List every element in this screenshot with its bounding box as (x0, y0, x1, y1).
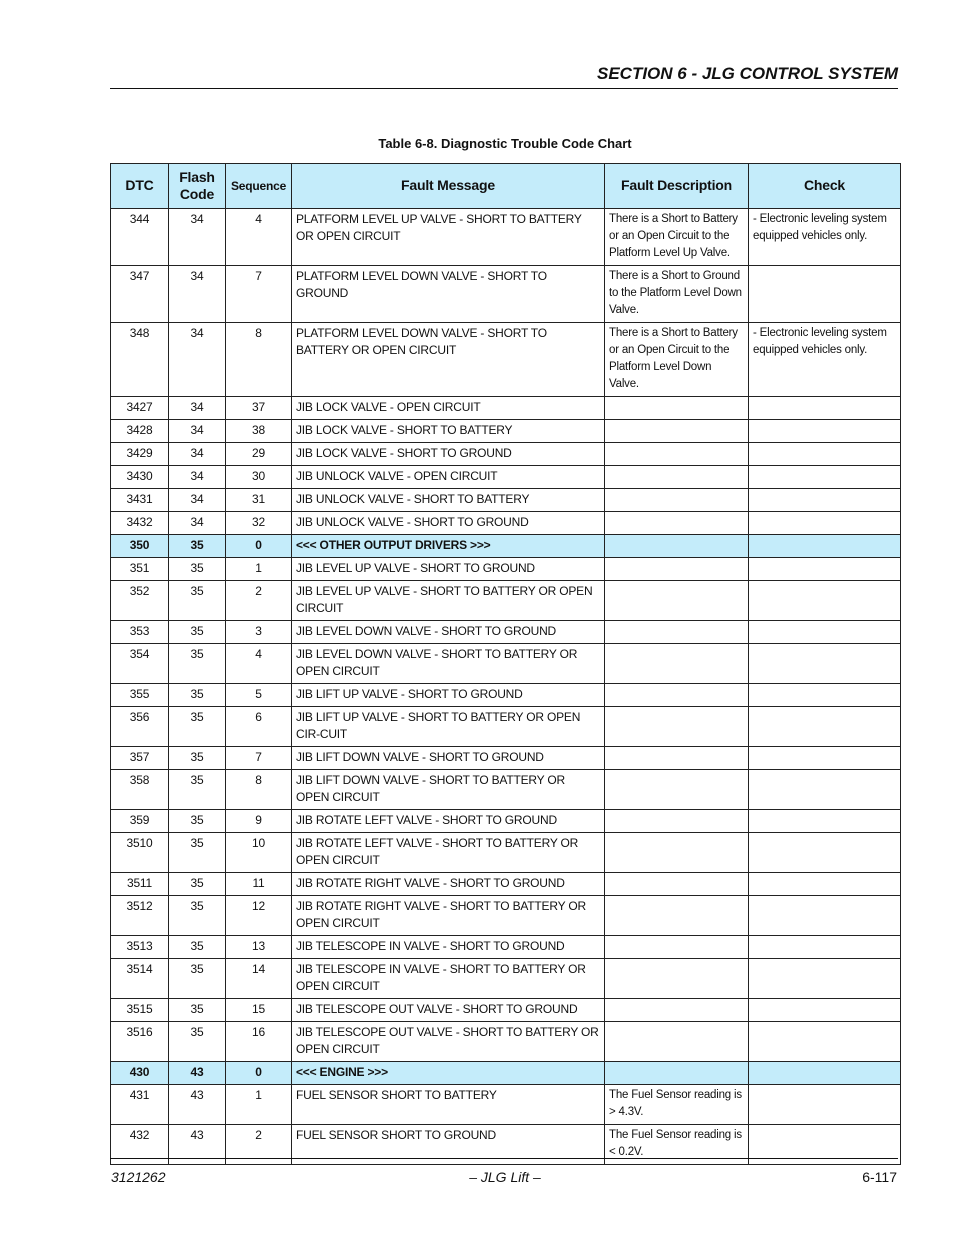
table-row (111, 397, 901, 420)
cell-flash-code: 35 (169, 833, 226, 873)
cell-fault-message: JIB LIFT DOWN VALVE - SHORT TO BATTERY OR OPEN CIRCUIT (292, 770, 605, 810)
cell-fault-description (605, 581, 749, 621)
table-row (111, 512, 901, 535)
cell-dtc: 348 (111, 323, 169, 397)
cell-dtc: 355 (111, 684, 169, 707)
cell-check (749, 1062, 901, 1085)
table-row (111, 747, 901, 770)
cell-check (749, 535, 901, 558)
cell-fault-description (605, 707, 749, 747)
table-row (111, 443, 901, 466)
cell-check: - Electronic leveling system equipped vehicles only. (749, 323, 901, 397)
cell-dtc: 3515 (111, 999, 169, 1022)
cell-fault-message: JIB ROTATE RIGHT VALVE - SHORT TO BATTERY OR OPEN CIRCUIT (292, 896, 605, 936)
cell-fault-message: JIB TELESCOPE OUT VALVE - SHORT TO BATTERY OR OPEN CIRCUIT (292, 1022, 605, 1062)
cell-check (749, 621, 901, 644)
table-row (111, 810, 901, 833)
cell-flash-code: 34 (169, 323, 226, 397)
cell-fault-description (605, 558, 749, 581)
cell-fault-description (605, 466, 749, 489)
cell-fault-description: The Fuel Sensor reading is < 0.2V. (605, 1125, 749, 1165)
cell-dtc: 3427 (111, 397, 169, 420)
cell-sequence: 10 (226, 833, 292, 873)
table-row (111, 209, 901, 266)
table-section-row (111, 1062, 901, 1085)
publisher-label: – JLG Lift – (469, 1169, 541, 1185)
cell-fault-message: JIB LEVEL UP VALVE - SHORT TO GROUND (292, 558, 605, 581)
cell-fault-message: JIB LIFT UP VALVE - SHORT TO GROUND (292, 684, 605, 707)
cell-fault-description (605, 873, 749, 896)
cell-check (749, 747, 901, 770)
cell-sequence: 1 (226, 1085, 292, 1125)
cell-flash-code: 35 (169, 770, 226, 810)
cell-sequence: 12 (226, 896, 292, 936)
cell-dtc: 3514 (111, 959, 169, 999)
table-row (111, 644, 901, 684)
cell-check (749, 581, 901, 621)
cell-fault-message: JIB UNLOCK VALVE - SHORT TO GROUND (292, 512, 605, 535)
cell-dtc: 3431 (111, 489, 169, 512)
table-row (111, 873, 901, 896)
table-row (111, 466, 901, 489)
cell-fault-message: JIB LEVEL UP VALVE - SHORT TO BATTERY OR OPEN CIRCUIT (292, 581, 605, 621)
cell-flash-code: 35 (169, 936, 226, 959)
cell-flash-code: 34 (169, 512, 226, 535)
header-sequence: Sequence (226, 164, 292, 209)
cell-fault-message: JIB TELESCOPE IN VALVE - SHORT TO BATTERY OR OPEN CIRCUIT (292, 959, 605, 999)
cell-dtc: 357 (111, 747, 169, 770)
cell-fault-description (605, 896, 749, 936)
cell-check (749, 999, 901, 1022)
table-body (111, 209, 901, 1165)
cell-sequence: 2 (226, 581, 292, 621)
header-fault-description: Fault Description (605, 164, 749, 209)
cell-sequence: 7 (226, 266, 292, 323)
table-row (111, 558, 901, 581)
cell-flash-code: 34 (169, 443, 226, 466)
cell-dtc: 354 (111, 644, 169, 684)
cell-fault-message: FUEL SENSOR SHORT TO GROUND (292, 1125, 605, 1165)
cell-fault-description (605, 397, 749, 420)
cell-sequence: 4 (226, 644, 292, 684)
cell-fault-message: JIB UNLOCK VALVE - SHORT TO BATTERY (292, 489, 605, 512)
cell-fault-description (605, 1062, 749, 1085)
cell-dtc: 430 (111, 1062, 169, 1085)
cell-flash-code: 43 (169, 1125, 226, 1165)
cell-fault-message: JIB ROTATE RIGHT VALVE - SHORT TO GROUND (292, 873, 605, 896)
cell-check (749, 959, 901, 999)
cell-dtc: 358 (111, 770, 169, 810)
cell-fault-description (605, 443, 749, 466)
cell-sequence: 11 (226, 873, 292, 896)
cell-fault-description: There is a Short to Battery or an Open Circuit to the Platform Level Down Valve. (605, 323, 749, 397)
cell-check: - Electronic leveling system equipped vehicles only. (749, 209, 901, 266)
cell-fault-description (605, 512, 749, 535)
cell-dtc: 3429 (111, 443, 169, 466)
cell-dtc: 356 (111, 707, 169, 747)
table-row (111, 707, 901, 747)
cell-flash-code: 35 (169, 558, 226, 581)
cell-sequence: 31 (226, 489, 292, 512)
cell-check (749, 266, 901, 323)
cell-fault-message: JIB LOCK VALVE - SHORT TO GROUND (292, 443, 605, 466)
cell-check (749, 1022, 901, 1062)
cell-fault-message: PLATFORM LEVEL DOWN VALVE - SHORT TO BATTERY OR OPEN CIRCUIT (292, 323, 605, 397)
cell-fault-description (605, 489, 749, 512)
table-row (111, 684, 901, 707)
cell-sequence: 38 (226, 420, 292, 443)
header-check: Check (749, 164, 901, 209)
table-row (111, 936, 901, 959)
cell-check (749, 489, 901, 512)
cell-fault-description (605, 621, 749, 644)
table-row (111, 621, 901, 644)
cell-fault-message: JIB LOCK VALVE - SHORT TO BATTERY (292, 420, 605, 443)
cell-dtc: 344 (111, 209, 169, 266)
cell-flash-code: 35 (169, 747, 226, 770)
cell-check (749, 512, 901, 535)
header-flash-code: Flash Code (169, 164, 226, 209)
cell-flash-code: 35 (169, 999, 226, 1022)
cell-check (749, 684, 901, 707)
cell-dtc: 3516 (111, 1022, 169, 1062)
cell-fault-message: PLATFORM LEVEL UP VALVE - SHORT TO BATTERY OR OPEN CIRCUIT (292, 209, 605, 266)
header-fault-message: Fault Message (292, 164, 605, 209)
cell-flash-code: 34 (169, 397, 226, 420)
cell-sequence: 3 (226, 621, 292, 644)
cell-flash-code: 43 (169, 1085, 226, 1125)
cell-sequence: 4 (226, 209, 292, 266)
cell-fault-message: JIB LIFT UP VALVE - SHORT TO BATTERY OR OPEN CIR-CUIT (292, 707, 605, 747)
cell-dtc: 350 (111, 535, 169, 558)
cell-sequence: 29 (226, 443, 292, 466)
cell-check (749, 833, 901, 873)
cell-dtc: 3511 (111, 873, 169, 896)
cell-dtc: 431 (111, 1085, 169, 1125)
cell-flash-code: 35 (169, 684, 226, 707)
cell-fault-description (605, 959, 749, 999)
cell-fault-description (605, 1022, 749, 1062)
cell-sequence: 15 (226, 999, 292, 1022)
cell-flash-code: 35 (169, 959, 226, 999)
cell-sequence: 2 (226, 1125, 292, 1165)
cell-fault-description (605, 535, 749, 558)
cell-check (749, 443, 901, 466)
table-row (111, 1085, 901, 1125)
cell-sequence: 1 (226, 558, 292, 581)
cell-flash-code: 34 (169, 420, 226, 443)
cell-check (749, 397, 901, 420)
cell-fault-message: JIB LEVEL DOWN VALVE - SHORT TO BATTERY OR OPEN CIRCUIT (292, 644, 605, 684)
cell-flash-code: 35 (169, 707, 226, 747)
cell-check (749, 1085, 901, 1125)
cell-sequence: 32 (226, 512, 292, 535)
cell-flash-code: 35 (169, 1022, 226, 1062)
cell-fault-message: <<< ENGINE >>> (292, 1062, 605, 1085)
table-row (111, 489, 901, 512)
cell-sequence: 30 (226, 466, 292, 489)
page-number: 6-117 (862, 1169, 897, 1185)
cell-flash-code: 43 (169, 1062, 226, 1085)
cell-flash-code: 34 (169, 466, 226, 489)
table-row (111, 959, 901, 999)
table-header-row (111, 164, 901, 209)
cell-fault-message: FUEL SENSOR SHORT TO BATTERY (292, 1085, 605, 1125)
cell-fault-message: JIB ROTATE LEFT VALVE - SHORT TO GROUND (292, 810, 605, 833)
cell-sequence: 0 (226, 1062, 292, 1085)
cell-sequence: 6 (226, 707, 292, 747)
cell-fault-description (605, 644, 749, 684)
cell-fault-description: The Fuel Sensor reading is > 4.3V. (605, 1085, 749, 1125)
cell-check (749, 896, 901, 936)
table-row (111, 999, 901, 1022)
cell-check (749, 644, 901, 684)
cell-sequence: 14 (226, 959, 292, 999)
table-row (111, 581, 901, 621)
cell-check (749, 810, 901, 833)
document-number: 3121262 (111, 1169, 166, 1185)
cell-flash-code: 35 (169, 896, 226, 936)
cell-fault-description (605, 936, 749, 959)
cell-dtc: 359 (111, 810, 169, 833)
table-row (111, 1022, 901, 1062)
diagnostic-trouble-code-table (110, 163, 901, 1165)
cell-flash-code: 35 (169, 621, 226, 644)
cell-check (749, 420, 901, 443)
cell-check (749, 873, 901, 896)
table-section-row (111, 535, 901, 558)
section-title: SECTION 6 - JLG CONTROL SYSTEM (597, 64, 898, 83)
cell-fault-message: JIB LEVEL DOWN VALVE - SHORT TO GROUND (292, 621, 605, 644)
cell-check (749, 466, 901, 489)
cell-check (749, 770, 901, 810)
table-row (111, 323, 901, 397)
cell-flash-code: 35 (169, 644, 226, 684)
cell-fault-message: JIB ROTATE LEFT VALVE - SHORT TO BATTERY OR OPEN CIRCUIT (292, 833, 605, 873)
cell-fault-description: There is a Short to Battery or an Open Circuit to the Platform Level Up Valve. (605, 209, 749, 266)
cell-flash-code: 34 (169, 209, 226, 266)
cell-dtc: 432 (111, 1125, 169, 1165)
cell-dtc: 353 (111, 621, 169, 644)
table-caption: Table 6-8. Diagnostic Trouble Code Chart (378, 136, 632, 151)
cell-fault-description (605, 999, 749, 1022)
cell-dtc: 3428 (111, 420, 169, 443)
cell-check (749, 558, 901, 581)
footer-divider (110, 1158, 898, 1159)
cell-fault-message: JIB LIFT DOWN VALVE - SHORT TO GROUND (292, 747, 605, 770)
cell-fault-description (605, 684, 749, 707)
cell-fault-message: PLATFORM LEVEL DOWN VALVE - SHORT TO GROUND (292, 266, 605, 323)
cell-dtc: 351 (111, 558, 169, 581)
cell-fault-description (605, 770, 749, 810)
cell-dtc: 3513 (111, 936, 169, 959)
table-row (111, 770, 901, 810)
table-row (111, 833, 901, 873)
table-row (111, 266, 901, 323)
cell-fault-message: <<< OTHER OUTPUT DRIVERS >>> (292, 535, 605, 558)
cell-flash-code: 35 (169, 535, 226, 558)
cell-check (749, 707, 901, 747)
cell-sequence: 16 (226, 1022, 292, 1062)
cell-fault-message: JIB TELESCOPE IN VALVE - SHORT TO GROUND (292, 936, 605, 959)
cell-fault-description: There is a Short to Ground to the Platform Level Down Valve. (605, 266, 749, 323)
cell-sequence: 8 (226, 770, 292, 810)
cell-dtc: 352 (111, 581, 169, 621)
cell-fault-description (605, 747, 749, 770)
cell-dtc: 3510 (111, 833, 169, 873)
cell-fault-description (605, 810, 749, 833)
cell-sequence: 9 (226, 810, 292, 833)
cell-dtc: 3430 (111, 466, 169, 489)
cell-check (749, 936, 901, 959)
cell-fault-message: JIB TELESCOPE OUT VALVE - SHORT TO GROUND (292, 999, 605, 1022)
cell-sequence: 37 (226, 397, 292, 420)
cell-fault-description (605, 420, 749, 443)
cell-flash-code: 35 (169, 581, 226, 621)
cell-sequence: 0 (226, 535, 292, 558)
cell-dtc: 3512 (111, 896, 169, 936)
cell-sequence: 5 (226, 684, 292, 707)
table-row (111, 420, 901, 443)
cell-sequence: 13 (226, 936, 292, 959)
cell-dtc: 347 (111, 266, 169, 323)
cell-fault-description (605, 833, 749, 873)
header-divider (110, 88, 898, 89)
cell-flash-code: 35 (169, 810, 226, 833)
cell-flash-code: 35 (169, 873, 226, 896)
cell-sequence: 7 (226, 747, 292, 770)
cell-sequence: 8 (226, 323, 292, 397)
cell-flash-code: 34 (169, 489, 226, 512)
table-row (111, 896, 901, 936)
header-dtc: DTC (111, 164, 169, 209)
cell-fault-message: JIB LOCK VALVE - OPEN CIRCUIT (292, 397, 605, 420)
cell-flash-code: 34 (169, 266, 226, 323)
cell-dtc: 3432 (111, 512, 169, 535)
cell-fault-message: JIB UNLOCK VALVE - OPEN CIRCUIT (292, 466, 605, 489)
